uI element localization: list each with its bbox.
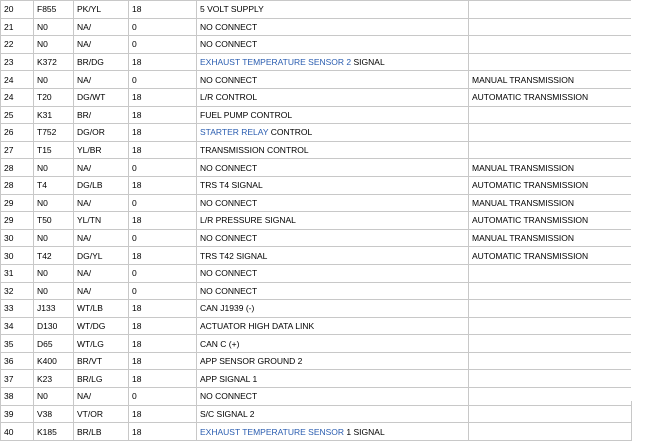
cell-note (469, 36, 632, 54)
cell-note (469, 141, 632, 159)
cell-color: YL/BR (74, 141, 129, 159)
cell-description: APP SENSOR GROUND 2 (197, 352, 469, 370)
cell-gauge: 18 (129, 247, 197, 265)
cell-gauge: 18 (129, 106, 197, 124)
description-link[interactable]: EXHAUST TEMPERATURE SENSOR 2 (200, 57, 352, 68)
cell-pin: 24 (1, 88, 34, 106)
cell-color: YL/TN (74, 212, 129, 230)
cell-note (469, 53, 632, 71)
cell-pin: 36 (1, 352, 34, 370)
cell-description: NO CONNECT (197, 159, 469, 177)
cell-circuit: N0 (34, 36, 74, 54)
table-row (1, 124, 632, 142)
cell-circuit: F855 (34, 1, 74, 19)
cell-note (469, 335, 632, 353)
cell-pin: 27 (1, 141, 34, 159)
cell-description: L/R PRESSURE SIGNAL (197, 212, 469, 230)
cell-color: WT/LB (74, 300, 129, 318)
cell-description: NO CONNECT (197, 264, 469, 282)
cell-note: AUTOMATIC TRANSMISSION (469, 247, 632, 265)
description-suffix: SIGNAL (351, 57, 385, 68)
cell-note (469, 18, 632, 36)
table-row (1, 194, 632, 212)
cell-description: 5 VOLT SUPPLY (197, 1, 469, 19)
cell-description: S/C SIGNAL 2 (197, 405, 469, 423)
cell-description: NO CONNECT (197, 71, 469, 89)
cell-description: FUEL PUMP CONTROL (197, 106, 469, 124)
description-suffix: CONTROL (268, 127, 313, 138)
cell-description: TRS T4 SIGNAL (197, 176, 469, 194)
cell-gauge: 18 (129, 370, 197, 388)
cell-color: BR/LG (74, 370, 129, 388)
cell-gauge: 18 (129, 124, 197, 142)
table-row (1, 212, 632, 230)
cell-note: AUTOMATIC TRANSMISSION (469, 212, 632, 230)
cell-gauge: 18 (129, 300, 197, 318)
cell-gauge: 0 (129, 36, 197, 54)
cell-circuit: N0 (34, 282, 74, 300)
table-row (1, 159, 632, 177)
cell-pin: 34 (1, 317, 34, 335)
table-row (1, 229, 632, 247)
cell-color: BR/VT (74, 352, 129, 370)
cell-gauge: 18 (129, 1, 197, 19)
cell-gauge: 18 (129, 141, 197, 159)
cell-note (469, 405, 632, 423)
cell-pin: 23 (1, 53, 34, 71)
table-row (1, 352, 632, 370)
table-row (1, 71, 632, 89)
cell-color: WT/DG (74, 317, 129, 335)
cell-color: BR/LB (74, 423, 129, 441)
cell-pin: 21 (1, 18, 34, 36)
cell-color: VT/OR (74, 405, 129, 423)
cell-description: L/R CONTROL (197, 88, 469, 106)
cell-circuit: K23 (34, 370, 74, 388)
cell-circuit: N0 (34, 71, 74, 89)
cell-circuit: K372 (34, 53, 74, 71)
cell-description: TRANSMISSION CONTROL (197, 141, 469, 159)
table-row (1, 264, 632, 282)
cell-circuit: N0 (34, 159, 74, 177)
cell-circuit: T4 (34, 176, 74, 194)
cell-pin: 33 (1, 300, 34, 318)
cell-description: NO CONNECT (197, 36, 469, 54)
cell-gauge: 0 (129, 229, 197, 247)
cell-note: AUTOMATIC TRANSMISSION (469, 176, 632, 194)
cell-circuit: T42 (34, 247, 74, 265)
cell-note (469, 423, 632, 441)
cell-note (469, 264, 632, 282)
cell-note: AUTOMATIC TRANSMISSION (469, 88, 632, 106)
cell-note: MANUAL TRANSMISSION (469, 71, 632, 89)
cell-circuit: N0 (34, 229, 74, 247)
cell-color: BR/ (74, 106, 129, 124)
cell-note (469, 388, 632, 406)
description-link[interactable]: STARTER RELAY (200, 127, 269, 138)
cell-pin: 28 (1, 176, 34, 194)
cell-gauge: 18 (129, 423, 197, 441)
table-row (1, 423, 632, 441)
cell-gauge: 18 (129, 352, 197, 370)
cell-circuit: K31 (34, 106, 74, 124)
table-body (1, 1, 632, 441)
cell-circuit: T15 (34, 141, 74, 159)
cell-note (469, 124, 632, 142)
cell-description: NO CONNECT (197, 282, 469, 300)
cell-circuit: D130 (34, 317, 74, 335)
cell-note (469, 282, 632, 300)
cell-color: PK/YL (74, 1, 129, 19)
cell-circuit: D65 (34, 335, 74, 353)
table-row (1, 247, 632, 265)
description-link[interactable]: EXHAUST TEMPERATURE SENSOR (200, 426, 345, 437)
cell-color: NA/ (74, 36, 129, 54)
cell-gauge: 18 (129, 212, 197, 230)
cell-description (197, 53, 469, 71)
cell-pin: 22 (1, 36, 34, 54)
cell-pin: 37 (1, 370, 34, 388)
cell-description: APP SIGNAL 1 (197, 370, 469, 388)
cell-gauge: 18 (129, 317, 197, 335)
cell-color: DG/WT (74, 88, 129, 106)
cell-pin: 20 (1, 1, 34, 19)
table-row (1, 1, 632, 19)
cell-pin: 26 (1, 124, 34, 142)
cell-description: CAN C (+) (197, 335, 469, 353)
cell-gauge: 0 (129, 71, 197, 89)
page-right-margin (631, 0, 650, 401)
cell-circuit: T50 (34, 212, 74, 230)
cell-gauge: 18 (129, 335, 197, 353)
cell-color: DG/LB (74, 176, 129, 194)
cell-circuit: T20 (34, 88, 74, 106)
cell-note (469, 317, 632, 335)
cell-circuit: J133 (34, 300, 74, 318)
cell-gauge: 0 (129, 282, 197, 300)
table-row (1, 88, 632, 106)
cell-gauge: 0 (129, 18, 197, 36)
cell-pin: 30 (1, 229, 34, 247)
cell-color: NA/ (74, 282, 129, 300)
cell-circuit: N0 (34, 264, 74, 282)
cell-note: MANUAL TRANSMISSION (469, 159, 632, 177)
table-row (1, 405, 632, 423)
cell-description (197, 124, 469, 142)
cell-pin: 29 (1, 212, 34, 230)
cell-gauge: 18 (129, 176, 197, 194)
cell-description: NO CONNECT (197, 229, 469, 247)
cell-note (469, 106, 632, 124)
cell-note (469, 1, 632, 19)
cell-circuit: N0 (34, 194, 74, 212)
table-row (1, 18, 632, 36)
table-row (1, 176, 632, 194)
table-row (1, 106, 632, 124)
cell-pin: 29 (1, 194, 34, 212)
cell-pin: 40 (1, 423, 34, 441)
cell-color: BR/DG (74, 53, 129, 71)
cell-note (469, 300, 632, 318)
cell-color: NA/ (74, 264, 129, 282)
cell-color: NA/ (74, 18, 129, 36)
table-row (1, 141, 632, 159)
cell-note: MANUAL TRANSMISSION (469, 229, 632, 247)
cell-note (469, 370, 632, 388)
table-row (1, 36, 632, 54)
cell-pin: 30 (1, 247, 34, 265)
cell-color: NA/ (74, 159, 129, 177)
cell-note: MANUAL TRANSMISSION (469, 194, 632, 212)
cell-pin: 28 (1, 159, 34, 177)
cell-description: ACTUATOR HIGH DATA LINK (197, 317, 469, 335)
cell-circuit: K400 (34, 352, 74, 370)
cell-gauge: 18 (129, 53, 197, 71)
cell-color: NA/ (74, 194, 129, 212)
description-suffix: 1 SIGNAL (344, 426, 385, 437)
cell-pin: 31 (1, 264, 34, 282)
cell-description: NO CONNECT (197, 194, 469, 212)
cell-pin: 32 (1, 282, 34, 300)
cell-gauge: 18 (129, 405, 197, 423)
cell-color: NA/ (74, 229, 129, 247)
cell-pin: 39 (1, 405, 34, 423)
cell-pin: 38 (1, 388, 34, 406)
cell-circuit: N0 (34, 388, 74, 406)
cell-pin: 35 (1, 335, 34, 353)
table-row (1, 317, 632, 335)
cell-gauge: 0 (129, 159, 197, 177)
cell-pin: 24 (1, 71, 34, 89)
cell-color: DG/OR (74, 124, 129, 142)
cell-note (469, 352, 632, 370)
cell-gauge: 0 (129, 264, 197, 282)
cell-description: NO CONNECT (197, 18, 469, 36)
table-row (1, 300, 632, 318)
cell-color: NA/ (74, 388, 129, 406)
cell-color: NA/ (74, 71, 129, 89)
cell-gauge: 0 (129, 194, 197, 212)
cell-color: DG/YL (74, 247, 129, 265)
cell-pin: 25 (1, 106, 34, 124)
table-row (1, 335, 632, 353)
cell-description (197, 423, 469, 441)
cell-gauge: 0 (129, 388, 197, 406)
cell-description: NO CONNECT (197, 388, 469, 406)
table-row (1, 53, 632, 71)
cell-circuit: T752 (34, 124, 74, 142)
table-row (1, 370, 632, 388)
cell-circuit: V38 (34, 405, 74, 423)
cell-gauge: 18 (129, 88, 197, 106)
table-row (1, 282, 632, 300)
cell-circuit: N0 (34, 18, 74, 36)
cell-circuit: K185 (34, 423, 74, 441)
table-row (1, 388, 632, 406)
cell-description: CAN J1939 (-) (197, 300, 469, 318)
cell-description: TRS T42 SIGNAL (197, 247, 469, 265)
cell-color: WT/LG (74, 335, 129, 353)
